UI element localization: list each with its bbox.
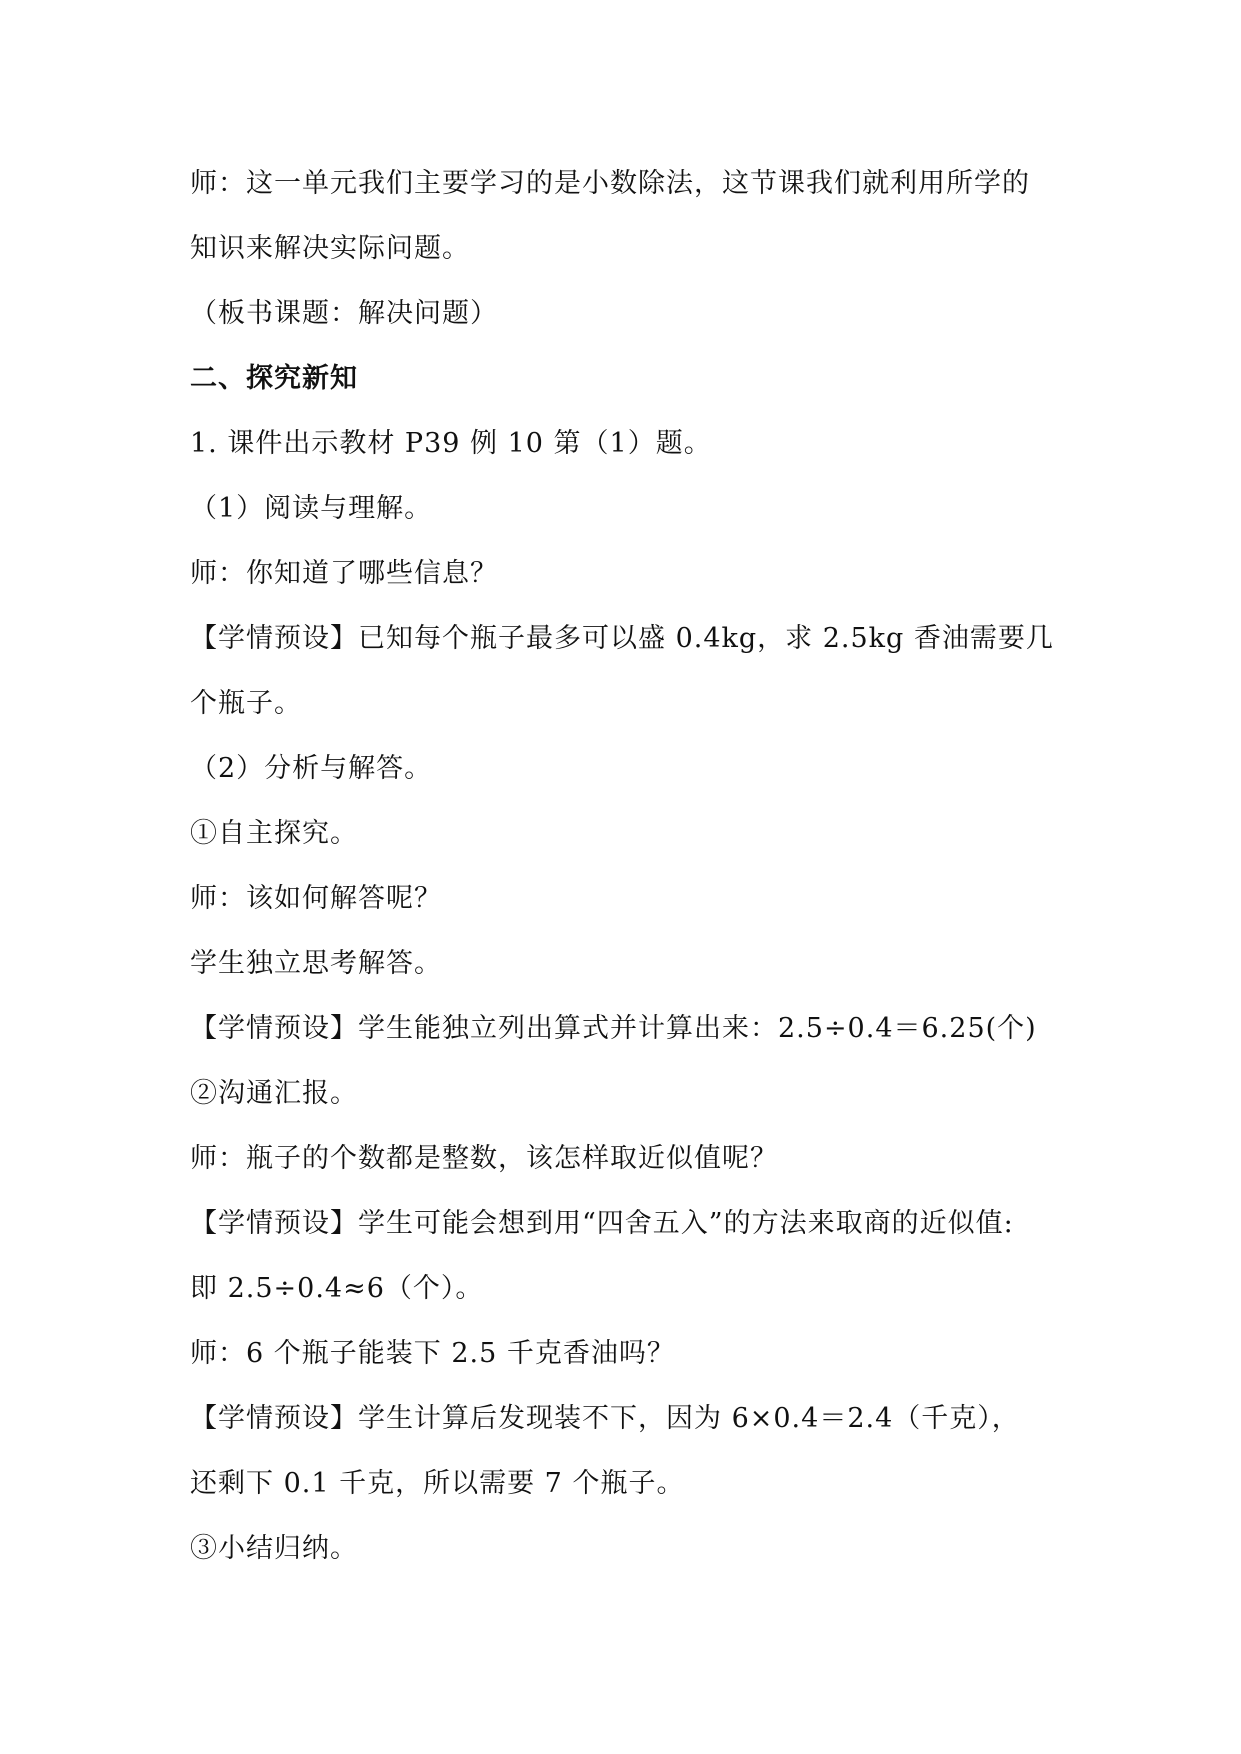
step-analysis-answer: （2）分析与解答。: [190, 753, 433, 784]
teacher-intro-line-1: 师：这一单元我们主要学习的是小数除法，这节课我们就利用所学的: [190, 168, 1030, 199]
preset-2: 【学情预设】学生能独立列出算式并计算出来：2.5÷0.4＝6.25(个): [190, 1013, 1037, 1044]
preset-4-line-2: 还剩下 0.1 千克，所以需要 7 个瓶子。: [190, 1468, 685, 1499]
teacher-question-3: 师：瓶子的个数都是整数，该怎样取近似值呢？: [190, 1143, 778, 1174]
teacher-intro-line-2: 知识来解决实际问题。: [190, 233, 470, 264]
teacher-question-4: 师：6 个瓶子能装下 2.5 千克香油吗？: [190, 1338, 675, 1369]
section-heading: 二、探究新知: [190, 363, 358, 394]
preset-3-line-2: 即 2.5÷0.4≈6（个）。: [190, 1273, 484, 1304]
board-title-note: （板书课题：解决问题）: [190, 298, 498, 329]
substep-communication-report: ②沟通汇报。: [190, 1078, 358, 1109]
step-reading-understanding: （1）阅读与理解。: [190, 493, 433, 524]
preset-4-line-1: 【学情预设】学生计算后发现装不下，因为 6×0.4＝2.4（千克），: [190, 1403, 1020, 1434]
teacher-question-1: 师：你知道了哪些信息？: [190, 558, 498, 589]
substep-summary: ③小结归纳。: [190, 1533, 358, 1564]
substep-independent-exploration: ①自主探究。: [190, 818, 358, 849]
preset-1-line-2: 个瓶子。: [190, 688, 302, 719]
preset-3-line-1: 【学情预设】学生可能会想到用“四舍五入”的方法来取商的近似值:: [190, 1208, 1014, 1239]
preset-1-line-1: 【学情预设】已知每个瓶子最多可以盛 0.4kg，求 2.5kg 香油需要几: [190, 623, 1054, 654]
student-activity: 学生独立思考解答。: [190, 948, 442, 979]
example-intro: 1. 课件出示教材 P39 例 10 第（1）题。: [190, 428, 712, 459]
document-body: [190, 158, 1060, 1588]
teacher-question-2: 师：该如何解答呢？: [190, 883, 442, 914]
